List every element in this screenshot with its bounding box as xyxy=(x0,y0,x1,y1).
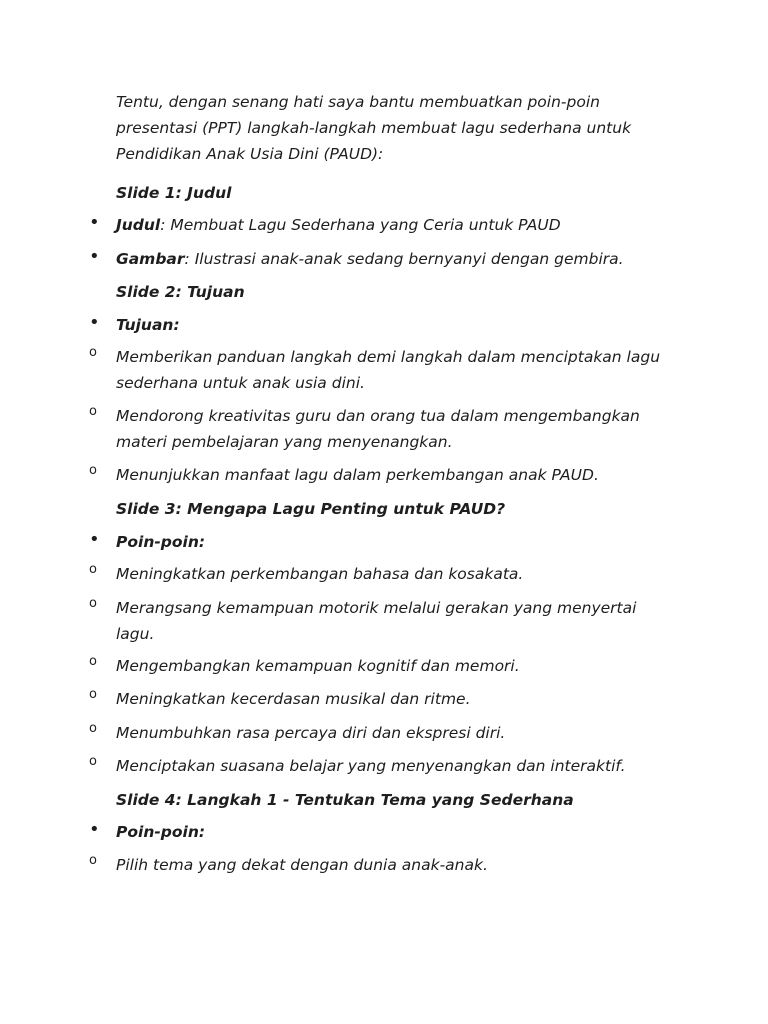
list-item: Mengembangkan kemampuan kognitif dan memori. xyxy=(116,657,520,675)
list-item: Mendorong kreativitas guru dan orang tua dalam mengembangkan materi pembelajaran yang menyenangkan. xyxy=(116,407,640,451)
item-label: Judul xyxy=(116,216,161,234)
list-item-judul xyxy=(116,212,676,238)
list-item: Menciptakan suasana belajar yang menyenangkan dan interaktif. xyxy=(116,757,626,775)
sub-bullet-marker: o xyxy=(89,345,97,360)
bullet-marker: • xyxy=(89,212,100,233)
list-item: Merangsang kemampuan motorik melalui gerakan yang menyertai lagu. xyxy=(116,599,637,643)
sub-bullet-marker: o xyxy=(89,463,97,478)
list-item: Meningkatkan perkembangan bahasa dan kosakata. xyxy=(116,565,524,583)
sub-bullet-marker: o xyxy=(89,853,97,868)
list-item: Memberikan panduan langkah demi langkah dalam menciptakan lagu sederhana untuk anak usia dini. xyxy=(116,348,661,392)
sub-bullet-marker: o xyxy=(89,687,97,702)
list-item: Meningkatkan kecerdasan musikal dan ritme. xyxy=(116,690,471,708)
slide2-label: Tujuan: xyxy=(116,316,180,334)
slide4-label: Poin-poin: xyxy=(116,823,206,841)
slide1-heading: Slide 1: Judul xyxy=(116,184,232,202)
sub-bullet-marker: o xyxy=(89,562,97,577)
bullet-marker: • xyxy=(89,819,100,840)
list-item: Menunjukkan manfaat lagu dalam perkembangan anak PAUD. xyxy=(116,466,599,484)
item-text: : Membuat Lagu Sederhana yang Ceria untuk PAUD xyxy=(160,216,561,234)
list-item: Menumbuhkan rasa percaya diri dan ekspresi diri. xyxy=(116,724,506,742)
list-item: Pilih tema yang dekat dengan dunia anak-anak. xyxy=(116,856,488,874)
slide3-label: Poin-poin: xyxy=(116,533,206,551)
slide3-heading: Slide 3: Mengapa Lagu Penting untuk PAUD? xyxy=(116,500,506,518)
bullet-marker: • xyxy=(89,312,100,333)
sub-bullet-marker: o xyxy=(89,721,97,736)
bullet-marker: • xyxy=(89,246,100,267)
sub-bullet-marker: o xyxy=(89,754,97,769)
slide2-heading: Slide 2: Tujuan xyxy=(116,283,245,301)
sub-bullet-marker: o xyxy=(89,404,97,419)
item-text: : Ilustrasi anak-anak sedang bernyanyi dengan gembira. xyxy=(184,250,624,268)
intro-paragraph: Tentu, dengan senang hati saya bantu membuatkan poin-poin presentasi (PPT) langkah-langkah membuat lagu sederhana untuk Pendidikan Anak Usia Dini (PAUD): xyxy=(116,93,632,163)
item-label: Gambar xyxy=(116,250,185,268)
sub-bullet-marker: o xyxy=(89,596,97,611)
bullet-marker: • xyxy=(89,529,100,550)
list-item-gambar xyxy=(116,246,676,272)
slide4-heading: Slide 4: Langkah 1 - Tentukan Tema yang Sederhana xyxy=(116,791,574,809)
sub-bullet-marker: o xyxy=(89,654,97,669)
